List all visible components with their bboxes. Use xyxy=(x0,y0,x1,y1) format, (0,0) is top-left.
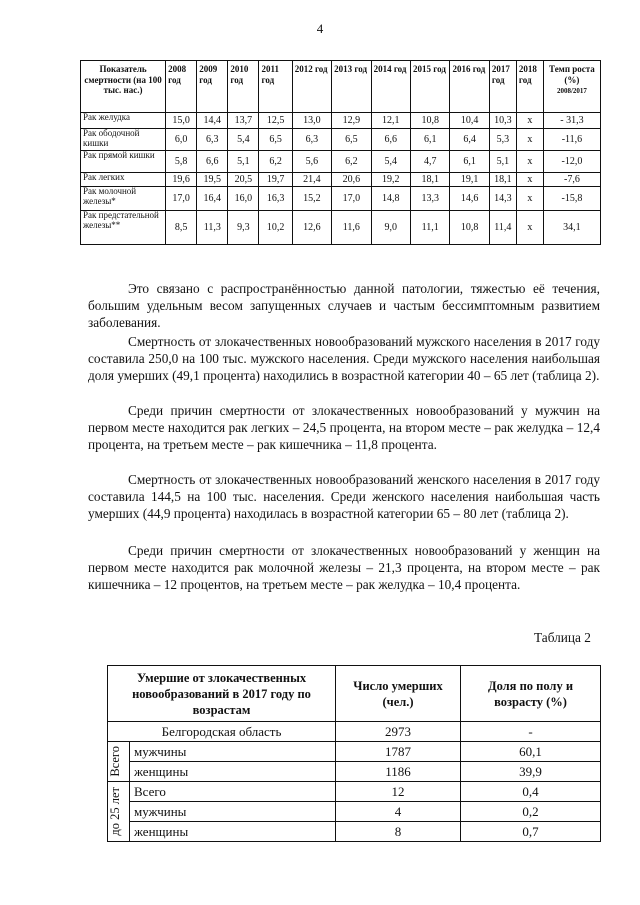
table-cell: 21,4 xyxy=(292,173,331,187)
table-cell: х xyxy=(516,173,543,187)
table-row xyxy=(108,742,601,762)
table-cell: 5,1 xyxy=(489,151,516,173)
table-cell: 18,1 xyxy=(411,173,450,187)
cell-label: мужчины xyxy=(130,742,336,762)
table-cell: 5,4 xyxy=(371,151,410,173)
table-cell: 5,1 xyxy=(228,151,259,173)
cell-label: женщины xyxy=(130,762,336,782)
row-label: Рак ободочной кишки xyxy=(81,129,166,151)
growth-label: Темп роста (%) xyxy=(549,64,595,85)
header-year: 2018 год xyxy=(516,61,543,113)
header-year: 2010 год xyxy=(228,61,259,113)
table-cell: 12,5 xyxy=(259,113,292,129)
paragraph: Среди причин смертности от злокачественных новообразований у женщин на первом месте находится рак молочной железы – 21,3 процента, на втором месте – рак кишечника – 12 процентов, на третьем месте – рак желудка – 10,4 процента. xyxy=(88,543,600,593)
table-cell: 19,1 xyxy=(450,173,489,187)
table-row xyxy=(108,762,601,782)
table-cell: х xyxy=(516,211,543,245)
table-cell: -15,8 xyxy=(543,187,600,211)
table-cell: 10,2 xyxy=(259,211,292,245)
cell-count: 8 xyxy=(336,822,461,842)
table-row xyxy=(81,113,601,129)
table-cell: х xyxy=(516,129,543,151)
table-cell: 19,2 xyxy=(371,173,410,187)
table-cell: -11,6 xyxy=(543,129,600,151)
header-year: 2013 год xyxy=(332,61,371,113)
cell-label: мужчины xyxy=(130,802,336,822)
mortality-table xyxy=(80,60,601,245)
table-cell: -7,6 xyxy=(543,173,600,187)
cell-label: Всего xyxy=(130,782,336,802)
cell-count: 2973 xyxy=(336,722,461,742)
table-cell: 11,6 xyxy=(332,211,371,245)
header-year: 2009 год xyxy=(197,61,228,113)
table-row xyxy=(108,782,601,802)
table-cell: 17,0 xyxy=(332,187,371,211)
table-cell: 11,1 xyxy=(411,211,450,245)
cell-count: 1186 xyxy=(336,762,461,782)
table-caption: Таблица 2 xyxy=(534,630,591,645)
table-cell: 5,3 xyxy=(489,129,516,151)
table-cell: 9,3 xyxy=(228,211,259,245)
table-cell: 10,4 xyxy=(450,113,489,129)
group-label: Всего xyxy=(108,742,130,782)
table-row xyxy=(81,211,601,245)
table-cell: 11,4 xyxy=(489,211,516,245)
table-cell: 12,1 xyxy=(371,113,410,129)
cell-share: 0,2 xyxy=(461,802,601,822)
table-row xyxy=(81,151,601,173)
table-cell: 16,0 xyxy=(228,187,259,211)
table-cell: 6,2 xyxy=(259,151,292,173)
table-cell: 15,0 xyxy=(166,113,197,129)
table-cell: 6,4 xyxy=(450,129,489,151)
table-cell: 5,8 xyxy=(166,151,197,173)
table-row xyxy=(108,802,601,822)
header-year: 2012 год xyxy=(292,61,331,113)
header-growth xyxy=(543,61,600,113)
table-cell: 13,0 xyxy=(292,113,331,129)
header-group: Умершие от злокачественных новообразований в 2017 году по возрастам xyxy=(108,666,336,722)
table-cell: 18,1 xyxy=(489,173,516,187)
table-cell: 6,6 xyxy=(197,151,228,173)
table-cell: 16,4 xyxy=(197,187,228,211)
table-cell: 6,1 xyxy=(411,129,450,151)
table-cell: 19,6 xyxy=(166,173,197,187)
table-cell: х xyxy=(516,113,543,129)
table-cell: 14,8 xyxy=(371,187,410,211)
cell-count: 12 xyxy=(336,782,461,802)
header-year: 2017 год xyxy=(489,61,516,113)
table-cell: 20,5 xyxy=(228,173,259,187)
table-cell: -12,0 xyxy=(543,151,600,173)
header-indicator: Показатель смертности (на 100 тыс. нас.) xyxy=(81,61,166,113)
paragraph: Это связано с распространённостью данной патологии, тяжестью её течения, большим удельным весом запущенных случаев и частым бессимптомным развитием заболевания. xyxy=(88,281,600,331)
header-count: Число умерших (чел.) xyxy=(336,666,461,722)
row-label: Рак предстательной железы** xyxy=(81,211,166,245)
table-cell: 19,7 xyxy=(259,173,292,187)
table-cell: 6,3 xyxy=(292,129,331,151)
header-year: 2008 год xyxy=(166,61,197,113)
table-cell: 12,6 xyxy=(292,211,331,245)
paragraph: Смертность от злокачественных новообразований женского населения в 2017 году составила 144,5 на 100 тыс. населения. Среди женского населения наибольшая часть умерших (44,9 процента) находилась в возрастной категории 65 – 80 лет (таблица 2). xyxy=(88,472,600,522)
table-cell: 10,3 xyxy=(489,113,516,129)
deaths-by-age-table xyxy=(107,665,601,842)
cell-share: - xyxy=(461,722,601,742)
header-year: 2016 год xyxy=(450,61,489,113)
cell-count: 1787 xyxy=(336,742,461,762)
table-cell: 20,6 xyxy=(332,173,371,187)
table-cell: 6,3 xyxy=(197,129,228,151)
table-cell: х xyxy=(516,187,543,211)
row-label: Рак желудка xyxy=(81,113,166,129)
table-cell: 19,5 xyxy=(197,173,228,187)
table-row xyxy=(108,822,601,842)
header-year: 2011 год xyxy=(259,61,292,113)
table-cell: 6,0 xyxy=(166,129,197,151)
cell-count: 4 xyxy=(336,802,461,822)
table-cell: 9,0 xyxy=(371,211,410,245)
table-cell: 6,2 xyxy=(332,151,371,173)
cell-share: 39,9 xyxy=(461,762,601,782)
region-label: Белгородская область xyxy=(108,722,336,742)
table-cell: 5,6 xyxy=(292,151,331,173)
table-cell: 16,3 xyxy=(259,187,292,211)
table-cell: 6,5 xyxy=(332,129,371,151)
growth-period: 2008/2017 xyxy=(556,87,587,95)
table-cell: х xyxy=(516,151,543,173)
paragraph: Среди причин смертности от злокачественных новообразований у мужчин на первом месте находится рак легких – 24,5 процента, на втором месте – рак желудка – 12,4 процента, на третьем месте – рак кишечника – 11,8 процента. xyxy=(88,403,600,453)
table-cell: - 31,3 xyxy=(543,113,600,129)
table-cell: 5,4 xyxy=(228,129,259,151)
row-label: Рак легких xyxy=(81,173,166,187)
table-cell: 10,8 xyxy=(411,113,450,129)
header-share: Доля по полу и возрасту (%) xyxy=(461,666,601,722)
table-header-row xyxy=(81,61,601,113)
table-cell: 11,3 xyxy=(197,211,228,245)
table-row xyxy=(81,129,601,151)
page-number: 4 xyxy=(316,21,324,36)
group-label: до 25 лет xyxy=(108,782,130,842)
table-cell: 6,1 xyxy=(450,151,489,173)
table-cell: 17,0 xyxy=(166,187,197,211)
table-cell: 6,5 xyxy=(259,129,292,151)
table-cell: 13,3 xyxy=(411,187,450,211)
table-cell: 8,5 xyxy=(166,211,197,245)
table-row xyxy=(81,173,601,187)
table-row xyxy=(81,187,601,211)
table-cell: 4,7 xyxy=(411,151,450,173)
table-cell: 6,6 xyxy=(371,129,410,151)
header-year: 2015 год xyxy=(411,61,450,113)
row-label: Рак молочной железы* xyxy=(81,187,166,211)
table-cell: 15,2 xyxy=(292,187,331,211)
cell-share: 0,4 xyxy=(461,782,601,802)
row-label: Рак прямой кишки xyxy=(81,151,166,173)
table-cell: 14,3 xyxy=(489,187,516,211)
header-year: 2014 год xyxy=(371,61,410,113)
cell-label: женщины xyxy=(130,822,336,842)
table-cell: 14,4 xyxy=(197,113,228,129)
cell-share: 60,1 xyxy=(461,742,601,762)
table-cell: 13,7 xyxy=(228,113,259,129)
table-cell: 10,8 xyxy=(450,211,489,245)
cell-share: 0,7 xyxy=(461,822,601,842)
table-cell: 14,6 xyxy=(450,187,489,211)
table-cell: 12,9 xyxy=(332,113,371,129)
table-row xyxy=(108,722,601,742)
table-cell: 34,1 xyxy=(543,211,600,245)
paragraph: Смертность от злокачественных новообразований мужского населения в 2017 году составила 250,0 на 100 тыс. мужского населения. Среди мужского населения наибольшая доля умерших (49,1 процента) находились в возрастной категории 40 – 65 лет (таблица 2). xyxy=(88,334,600,384)
